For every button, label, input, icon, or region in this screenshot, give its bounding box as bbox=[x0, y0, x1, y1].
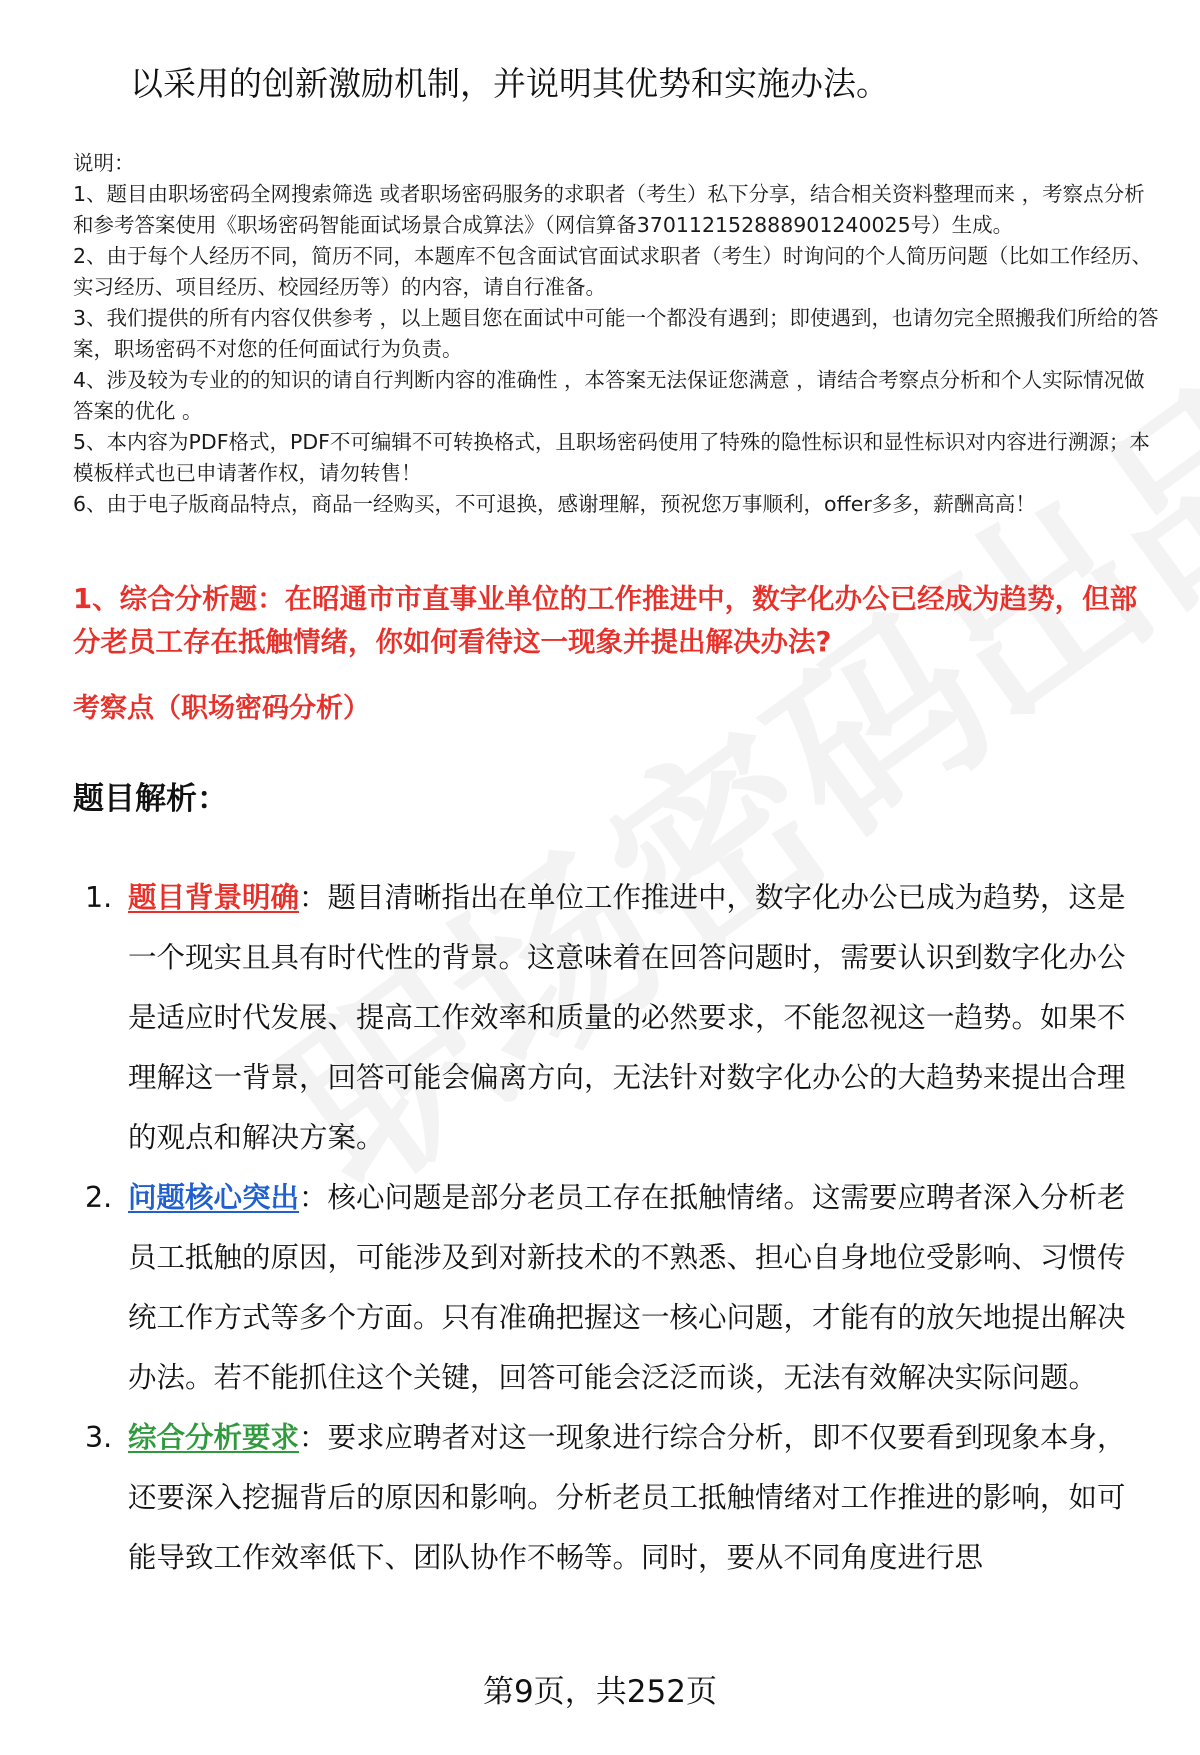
list-number: 2. bbox=[85, 1181, 113, 1214]
list-number: 3. bbox=[85, 1421, 113, 1454]
key-phrase: 题目背景明确 bbox=[128, 881, 300, 914]
note-item: 2、由于每个人经历不同，简历不同，本题库不包含面试官面试求职者（考生）时询问的个人简历问题（比如工作经历、实习经历、项目经历、校园经历等）的内容，请自行准备。 bbox=[73, 244, 1153, 299]
list-number: 1. bbox=[85, 881, 113, 914]
item-text: ：题目清晰指出在单位工作推进中，数字化办公已成为趋势，这是一个现实且具有时代性的背景。这意味着在回答问题时，需要认识到数字化办公是适应时代发展、提高工作效率和质量的必然要求，不能忽视这一趋势。如果不理解这一背景，回答可能会偏离方向，无法针对数字化办公的大趋势来提出合理的观点和解决方案。 bbox=[128, 881, 1126, 1154]
continued-question-text: 以采用的创新激励机制，并说明其优势和实施办法。 bbox=[130, 64, 889, 103]
exam-point-heading: 考察点（职场密码分析） bbox=[73, 693, 370, 724]
key-phrase: 问题核心突出 bbox=[128, 1181, 300, 1214]
page-footer: 第9页，共252页 bbox=[483, 1674, 717, 1710]
note-item: 1、题目由职场密码全网搜索筛选 或者职场密码服务的求职者（考生）私下分享，结合相关资料整理而来 ，考察点分析和参考答案使用《职场密码智能面试场景合成算法》（网信算备370112152888901240025号）生成。 bbox=[73, 182, 1145, 237]
notes-heading: 说明： bbox=[73, 151, 135, 175]
list-item bbox=[73, 868, 1148, 1168]
list-item bbox=[73, 1408, 1148, 1588]
question-heading: 1、综合分析题：在昭通市市直事业单位的工作推进中，数字化办公已经成为趋势，但部分老员工存在抵触情绪，你如何看待这一现象并提出解决办法? bbox=[73, 583, 1138, 658]
item-text: ：核心问题是部分老员工存在抵触情绪。这需要应聘者深入分析老员工抵触的原因，可能涉及到对新技术的不熟悉、担心自身地位受影响、习惯传统工作方式等多个方面。只有准确把握这一核心问题，才能有的放矢地提出解决办法。若不能抓住这个关键，回答可能会泛泛而谈，无法有效解决实际问题。 bbox=[128, 1181, 1126, 1394]
note-item: 6、由于电子版商品特点，商品一经购买，不可退换，感谢理解，预祝您万事顺利，offer多多，薪酬高高！ bbox=[73, 492, 1036, 516]
list-item bbox=[73, 1168, 1148, 1408]
section-title: 题目解析： bbox=[73, 781, 228, 817]
analysis-list bbox=[73, 868, 1148, 1588]
item-text: ：要求应聘者对这一现象进行综合分析，即不仅要看到现象本身，还要深入挖掘背后的原因和影响。分析老员工抵触情绪对工作推进的影响，如可能导致工作效率低下、团队协作不畅等。同时，要从不同角度进行思 bbox=[128, 1421, 1126, 1574]
note-item: 3、我们提供的所有内容仅供参考 ，以上题目您在面试中可能一个都没有遇到；即使遇到，也请勿完全照搬我们所给的答案，职场密码不对您的任何面试行为负责。 bbox=[73, 306, 1159, 361]
note-item: 5、本内容为PDF格式，PDF不可编辑不可转换格式，且职场密码使用了特殊的隐性标识和显性标识对内容进行溯源；本模板样式也已申请著作权，请勿转售！ bbox=[73, 430, 1150, 485]
note-item: 4、涉及较为专业的的知识的请自行判断内容的准确性 ，本答案无法保证您满意 ，请结合考察点分析和个人实际情况做答案的优化 。 bbox=[73, 368, 1145, 423]
key-phrase: 综合分析要求 bbox=[128, 1421, 300, 1454]
notes-block bbox=[73, 148, 1163, 520]
